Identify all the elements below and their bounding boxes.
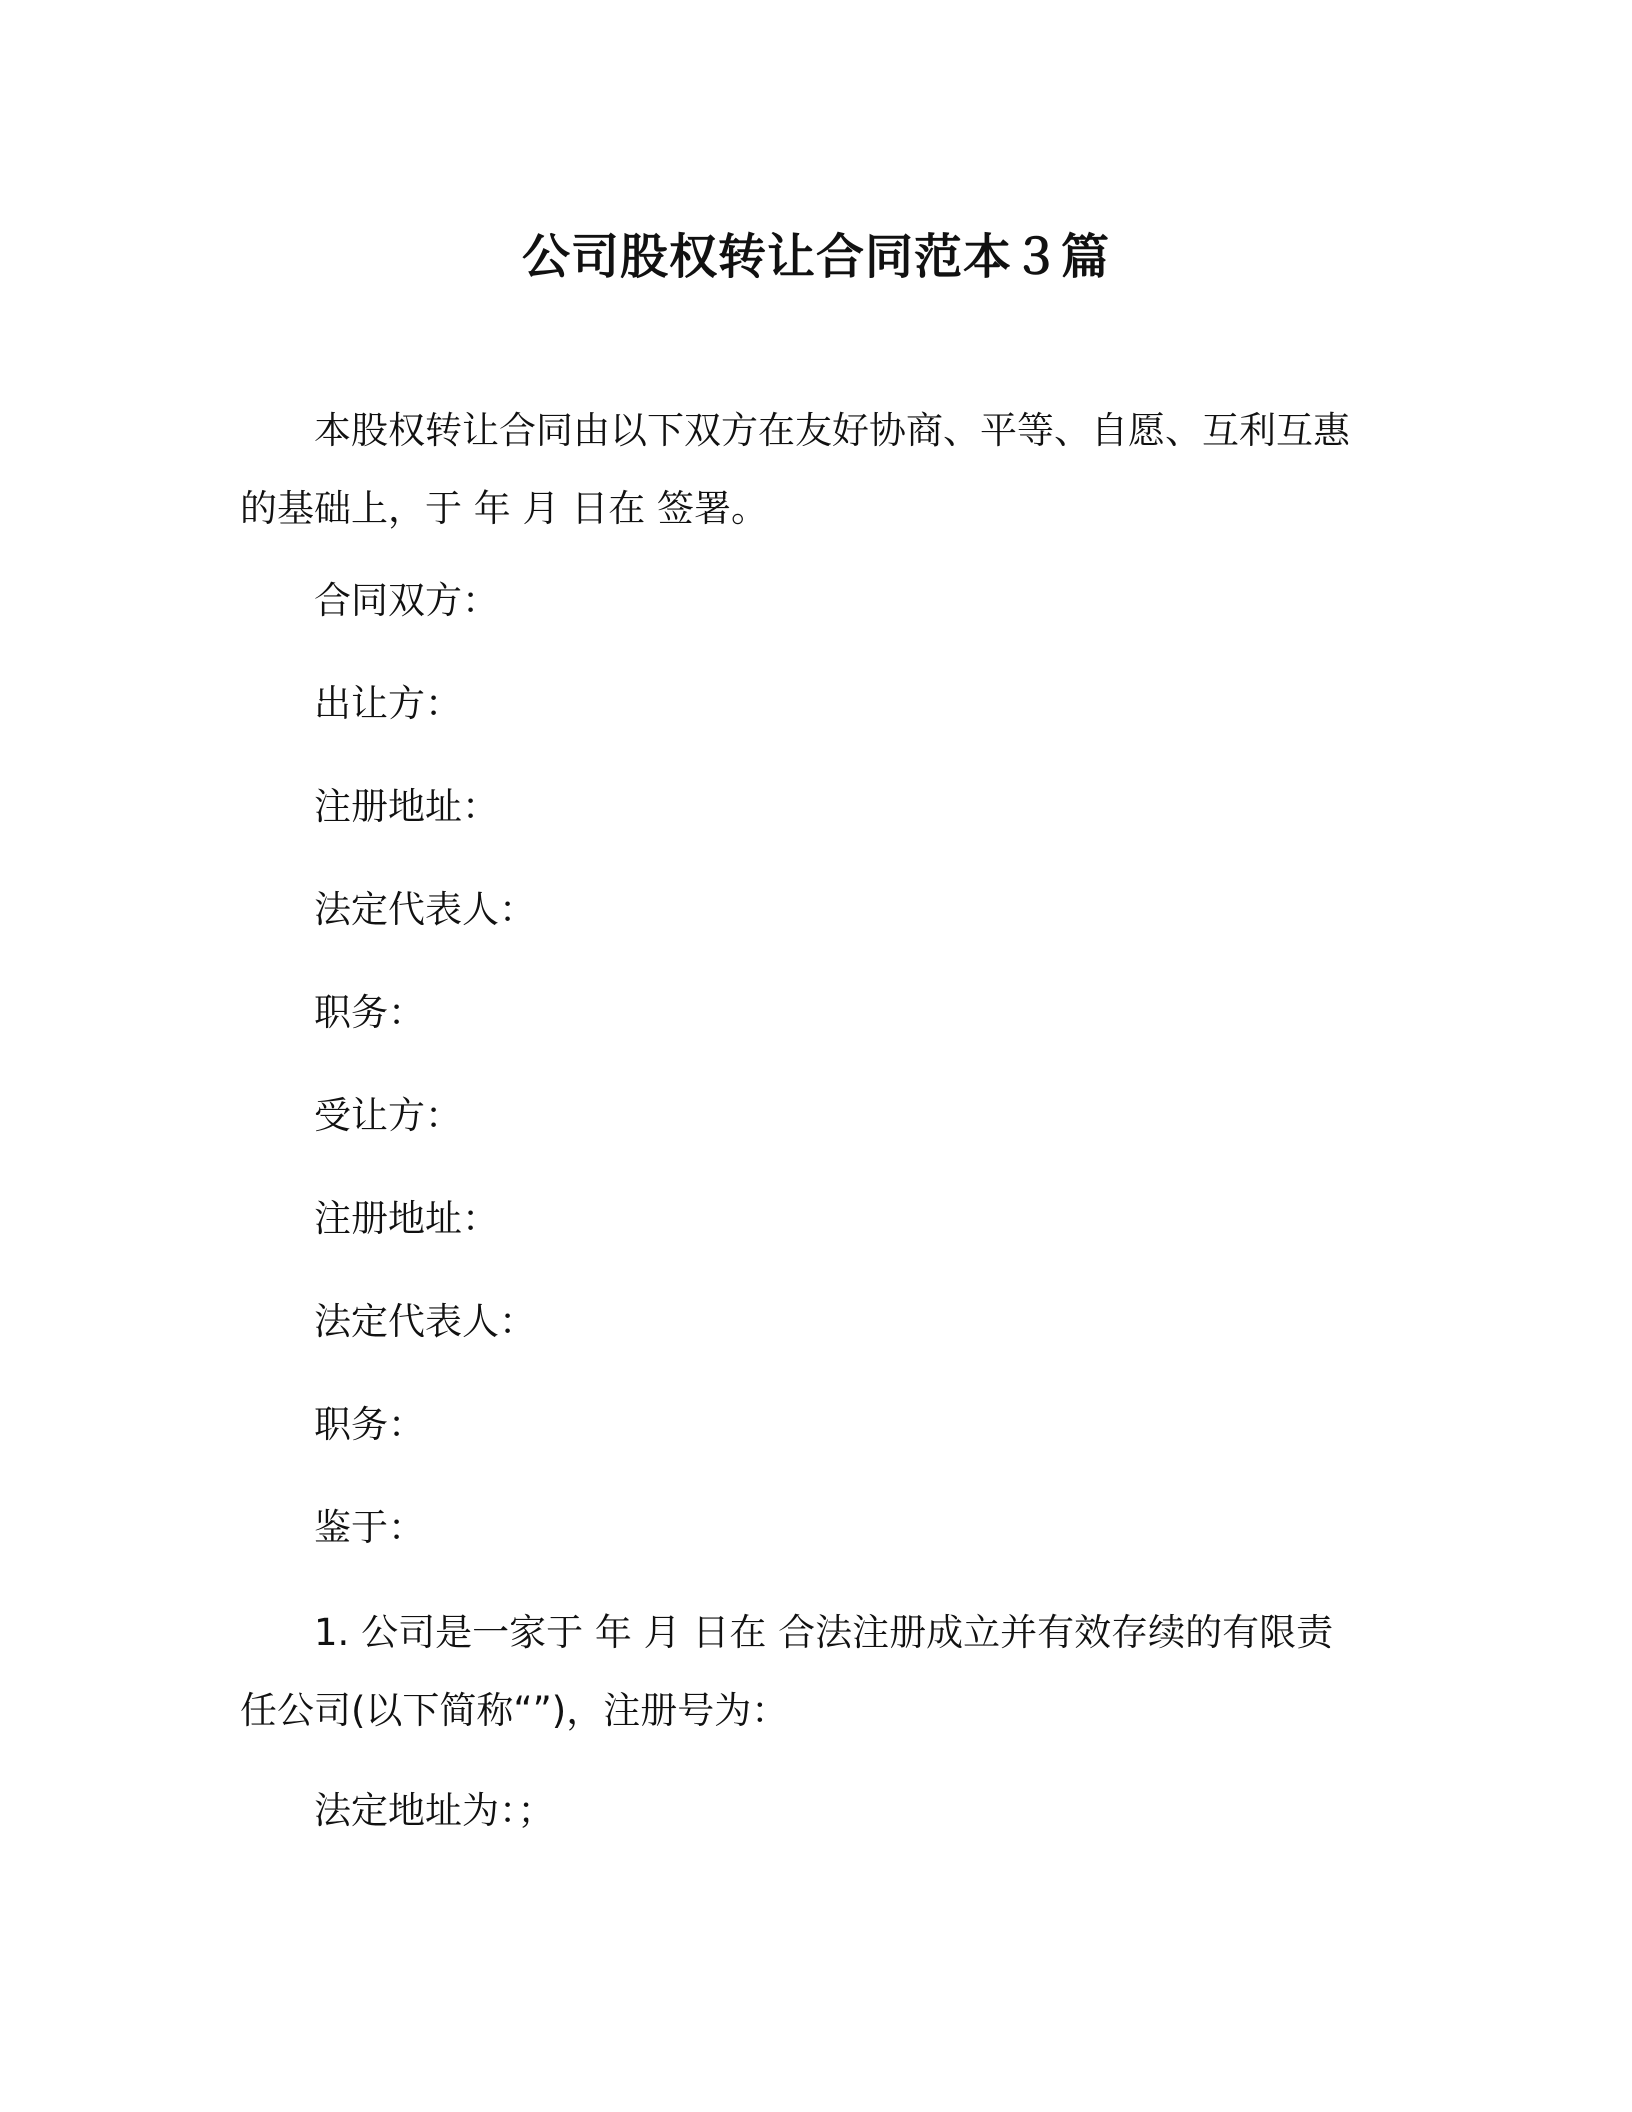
transferee-address-label: 注册地址： [314,1197,499,1240]
transferor-address-label: 注册地址： [314,785,499,828]
transferor-position-label: 职务： [314,991,425,1034]
parties-heading: 合同双方： [314,579,499,622]
transferee-representative-label: 法定代表人： [314,1300,536,1343]
whereas-heading: 鉴于： [314,1506,425,1549]
clause-1-paragraph: 1. 公司是一家于 年 月 日在 合法注册成立并有效存续的有限责任公司(以下简称“”)，注册号为： [240,1611,1334,1732]
document-title: 公司股权转让合同范本３篇 [521,229,1110,285]
transferor-representative-label: 法定代表人： [314,888,536,931]
transferee-position-label: 职务： [314,1403,425,1446]
transferor-label: 出让方： [314,682,462,725]
legal-address-line: 法定地址为：； [314,1789,555,1832]
transferee-label: 受让方： [314,1094,462,1137]
intro-paragraph: 本股权转让合同由以下双方在友好协商、平等、自愿、互利互惠的基础上，于 年 月 日在 签署。 [240,409,1350,530]
